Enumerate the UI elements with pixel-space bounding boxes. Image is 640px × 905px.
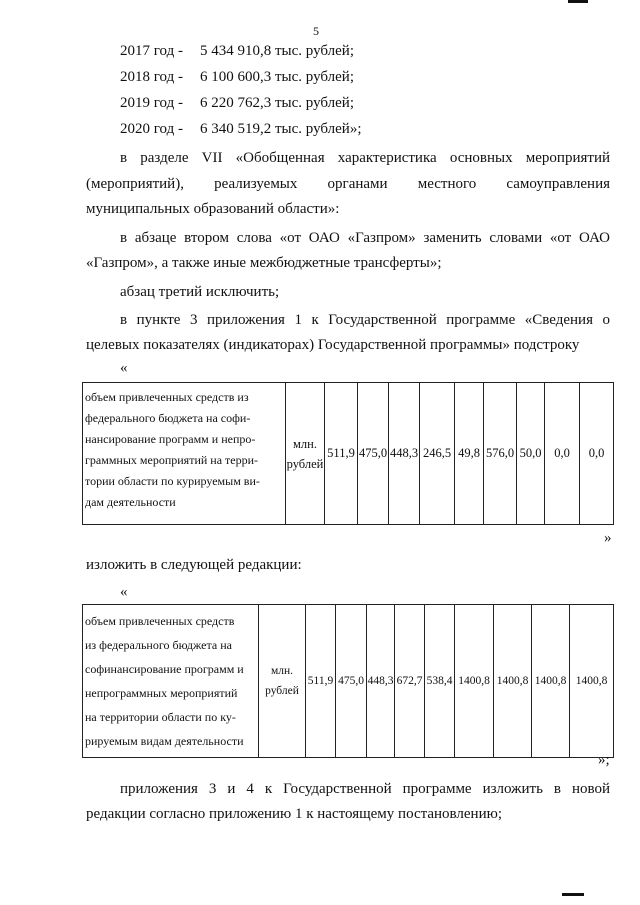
year-amount: 6 100 600,3 тыс. рублей; [200,69,354,85]
close-quote-1: » [604,530,612,546]
table-new-subrow [82,604,614,758]
close-quote-2: »; [598,752,610,768]
unit-line: рублей [265,685,299,697]
description-line: тории области по курируемым ви- [85,474,260,488]
description-line: объем привлеченных средств [85,614,235,628]
description-line: граммных мероприятий на терри- [85,453,259,467]
value-cell: 50,0 [517,383,545,525]
value-cell: 511,9 [325,383,358,525]
value-cell: 246,5 [420,383,455,525]
year-amount: 6 340 519,2 тыс. рублей»; [200,121,362,137]
year-label: 2020 год - [120,121,183,137]
description-line: из федерального бюджета на [85,638,232,652]
year-line-2017 [120,41,354,61]
year-amount: 5 434 910,8 тыс. рублей; [200,43,354,59]
paragraph-appendix34-line2: редакции согласно приложению 1 к настоящему постановлению; [86,806,502,822]
unit-line: млн. [270,665,294,677]
corner-mark-bottom [562,893,584,896]
value-cell: 1400,8 [455,605,494,758]
table-row [83,383,614,525]
description-line: рируемым видам деятельности [85,734,244,748]
year-label: 2017 год - [120,43,183,59]
open-quote-2: « [120,584,128,600]
value-cell: 672,7 [395,605,425,758]
value-cell: 0,0 [580,383,614,525]
paragraph-new-edition: изложить в следующей редакции: [86,557,302,573]
paragraph-gazprom-line1: в абзаце втором слова «от ОАО «Газпром» заменить словами «от ОАО [120,230,610,246]
unit-cell [286,383,325,525]
unit-line: рублей [286,456,324,471]
value-cell: 475,0 [336,605,367,758]
year-line-2020 [120,119,362,139]
description-line: объем привлеченных средств из [85,390,249,404]
description-line: дам деятельности [85,495,176,509]
value-cell: 1400,8 [532,605,570,758]
value-cell: 511,9 [306,605,336,758]
value-cell: 576,0 [484,383,517,525]
corner-mark-top [568,0,588,3]
year-label: 2018 год - [120,69,183,85]
paragraph-appendix1-line2: целевых показателях (индикаторах) Государственной программы» подстроку [86,337,580,353]
description-line: на территории области по ку- [85,710,236,724]
paragraph-appendix34-line1: приложения 3 и 4 к Государственной программе изложить в новой [120,781,610,797]
description-line: софинансирование программ и [85,662,244,676]
paragraph-section-vii-line3: муниципальных образований области»: [86,201,340,217]
year-amount: 6 220 762,3 тыс. рублей; [200,95,354,111]
description-line: нансирование программ и непро- [85,432,256,446]
indicator-description [83,383,286,525]
page-number: 5 [313,24,319,38]
year-line-2018 [120,67,354,87]
value-cell: 49,8 [455,383,484,525]
paragraph-delete-third: абзац третий исключить; [120,284,280,300]
paragraph-gazprom-line2: «Газпром», а также иные межбюджетные трансферты»; [86,255,442,271]
value-cell: 448,3 [367,605,395,758]
value-cell: 448,3 [389,383,420,525]
unit-cell [259,605,306,758]
value-cell: 1400,8 [494,605,532,758]
open-quote-1: « [120,360,128,376]
table-old-subrow [82,382,614,525]
paragraph-section-vii-line2: (мероприятий), реализуемых органами местного самоуправления [86,176,610,192]
description-line: непрограммных мероприятий [85,686,238,700]
value-cell: 475,0 [358,383,389,525]
table-row [83,605,614,758]
value-cell: 538,4 [425,605,455,758]
indicator-description [83,605,259,758]
paragraph-appendix1-line1: в пункте 3 приложения 1 к Государственной программе «Сведения о [120,312,610,328]
year-line-2019 [120,93,354,113]
value-cell: 0,0 [545,383,580,525]
value-cell: 1400,8 [570,605,614,758]
year-label: 2019 год - [120,95,183,111]
description-line: федерального бюджета на софи- [85,411,251,425]
unit-line: млн. [293,436,317,451]
paragraph-section-vii-line1: в разделе VII «Обобщенная характеристика основных мероприятий [120,150,610,166]
